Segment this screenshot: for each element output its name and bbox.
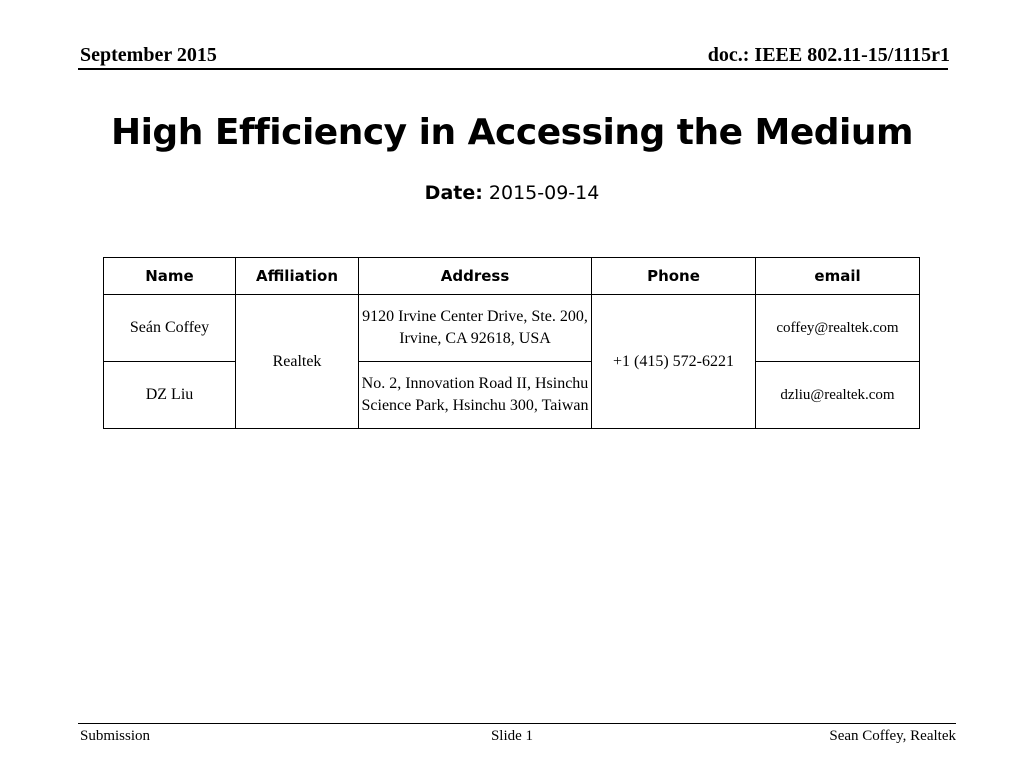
date-label: Date:	[424, 182, 483, 204]
footer-submission: Submission	[80, 728, 151, 744]
author-name: Seán Coffey	[104, 295, 236, 362]
column-header-address: Address	[359, 258, 592, 295]
author-address: 9120 Irvine Center Drive, Ste. 200, Irvine, CA 92618, USA	[359, 295, 592, 362]
date-line	[0, 182, 1024, 204]
footer-author: Sean Coffey, Realtek	[829, 728, 956, 744]
column-header-phone: Phone	[592, 258, 756, 295]
header-divider	[78, 68, 948, 70]
date-value: 2015-09-14	[488, 182, 600, 204]
column-header-name: Name	[104, 258, 236, 295]
author-email: dzliu@realtek.com	[756, 362, 920, 429]
author-phone: +1 (415) 572-6221	[592, 295, 756, 429]
author-name: DZ Liu	[104, 362, 236, 429]
header-doc-id: doc.: IEEE 802.11-15/1115r1	[707, 44, 950, 66]
author-affiliation: Realtek	[236, 295, 359, 429]
footer-divider	[78, 723, 956, 724]
table-row	[104, 295, 920, 362]
footer-slide-number: Slide 1	[490, 728, 534, 744]
header-date: September 2015	[80, 44, 217, 66]
table-row	[104, 362, 920, 429]
authors-table	[103, 257, 920, 429]
author-email: coffey@realtek.com	[756, 295, 920, 362]
author-address: No. 2, Innovation Road II, Hsinchu Science Park, Hsinchu 300, Taiwan	[359, 362, 592, 429]
table-header-row	[104, 258, 920, 295]
slide-title: High Efficiency in Accessing the Medium	[110, 112, 914, 153]
column-header-affiliation: Affiliation	[236, 258, 359, 295]
column-header-email: email	[756, 258, 920, 295]
